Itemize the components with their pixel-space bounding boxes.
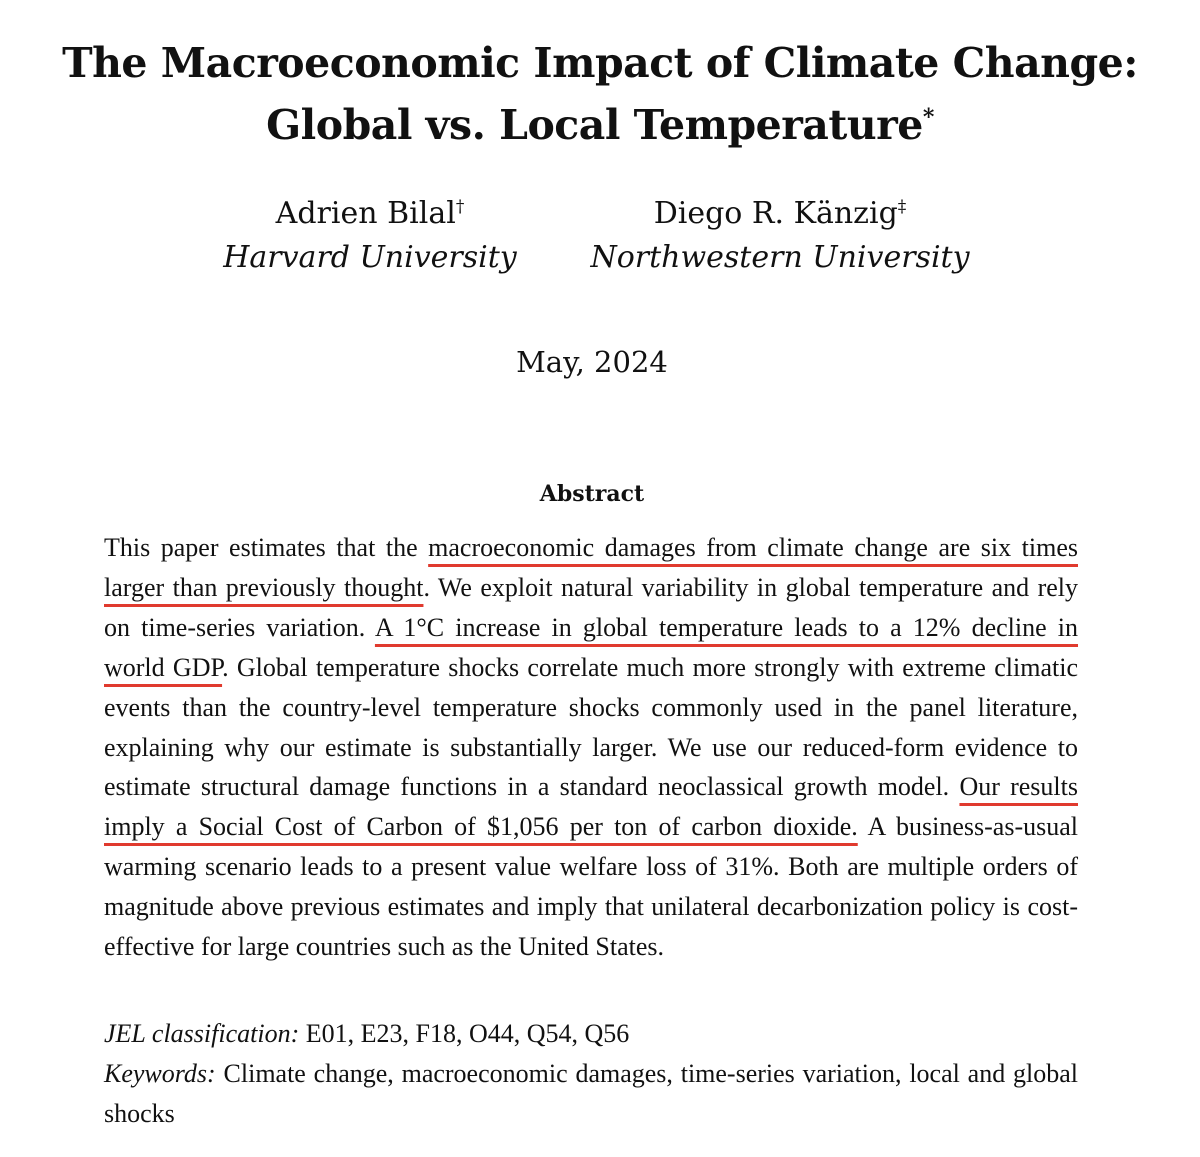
title-line-2 [0,94,1200,156]
author-block-1 [190,192,550,280]
author-footnote-mark: † [455,197,465,217]
paper-title [0,32,1200,156]
keywords-label: Keywords: [104,1059,216,1088]
abstract-body [104,528,1078,967]
author-name-text: Diego R. Känzig [653,196,898,231]
abstract-text: A business-as-usual warming scenario leads to a present value welfare loss of 31%. Both are multiple orders of magnitude above previous estimates and imply that unilateral decarbonization policy is cost-effective for large countries such as the United States. [104,812,1078,962]
abstract-highlight: Our results imply a Social Cost of Carbon of $1,056 per ton of carbon dioxide. [104,772,1078,842]
abstract-text: This paper estimates that the [104,533,429,562]
abstract-text: . Global temperature shocks correlate much more strongly with extreme climatic events than the country-level temperature shocks commonly used in the panel literature, explaining why our estimate is substantially larger. We use our reduced-form evidence to estimate structural damage functions in a standard neoclassical growth model. [104,652,1078,802]
title-line-2-text: Global vs. Local Temperature [266,101,923,149]
jel-label: JEL classification: [104,1019,300,1048]
author-name [590,192,970,236]
author-name [190,192,550,236]
author-name-text: Adrien Bilal [275,196,456,231]
title-footnote-mark: * [922,104,934,131]
author-footnote-mark: ‡ [897,197,907,217]
jel-codes: E01, E23, F18, O44, Q54, Q56 [305,1019,630,1048]
author-affiliation: Harvard University [223,240,517,275]
author-affiliation: Northwestern University [590,240,970,275]
abstract-highlight: macroeconomic damages from climate change are six times larger than previously thought [104,533,1078,602]
abstract-text: . We exploit natural variability in global temperature and rely on time-series variation. [104,572,1079,642]
jel-classification [104,1014,1078,1054]
paper-date: May, 2024 [516,345,668,379]
abstract-highlight: A 1°C increase in global temperature leads to a 12% decline in world GDP [104,612,1079,682]
abstract-heading: Abstract [539,481,645,507]
title-line-1: The Macroeconomic Impact of Climate Change: [62,39,1138,87]
author-block-2 [590,192,970,280]
keywords-list: Climate change, macroeconomic damages, time-series variation, local and global shocks [104,1059,1079,1128]
keywords [104,1054,1078,1134]
